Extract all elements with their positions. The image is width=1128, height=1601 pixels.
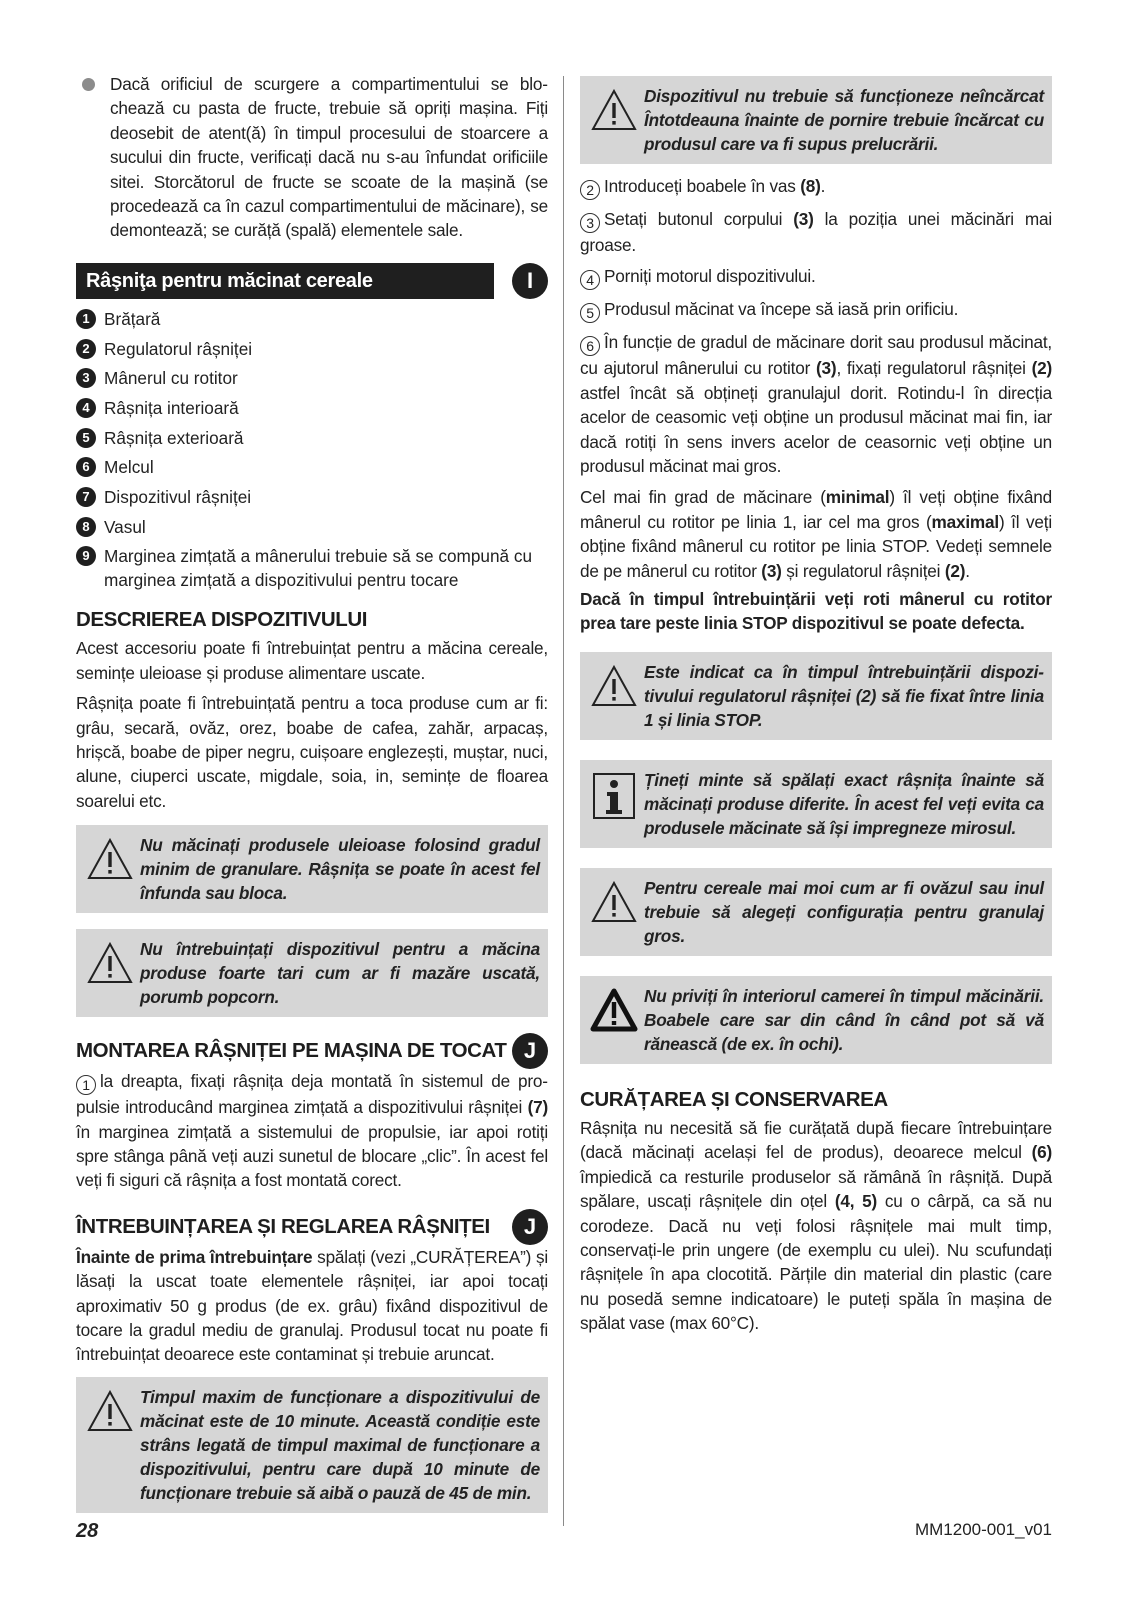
danger-note [580,976,1052,1064]
page-number: 28 [76,1520,99,1542]
warning-note [76,1377,548,1513]
section-title: Râşniţa pentru măcinat cereale [76,263,494,299]
part-label: Brățară [104,308,161,329]
warning-note-text: Nu întrebuințați dispozitivul pentru a măcina produse foarte tari cum ar fi mazăre uscată, porumb popcorn. [140,939,540,1008]
document-code: MM1200-001_v01 [914,1520,1052,1539]
cleaning-heading: CURĂȚAREA ȘI CONSERVAREA [580,1087,888,1111]
warning-note [580,652,1052,740]
part-number-icon: 2 [76,339,96,359]
warning-note-text: Timpul maxim de funcționare a dispozitivului de măcinat este de 10 minute. Această condiție este strâns legată de timpul maximal de funcționare a dispozitivului, pentru care după 10 minute de funcționare trebuie să aibă o pauză de 45 de min. [140,1386,540,1503]
cleaning-paragraph: Râșnița nu necesită să fie curățată după fiecare întrebuințare (dacă măcinați același fel de produs), deoarece melcul (6) împiedică ca resturile produselor să rămână în râșniță. După spălare, uscați râșnițele din oțel (4, 5) cu o cârpă, ca să nu corodeze. Dacă nu veți folosi râșnițele mai mult timp, conservați-le prin ungere (de exemplu cu ulei). Nu scufundați râșnițele în apa clocotită. Părțile din material din plastic (care nu posedă semne indicatoare) le puteți spăla în mașina de spălat vase (max 60°C). [580,1117,1052,1334]
figure-letter-badge: J [512,1209,548,1245]
step-2: 2 Introduceți boabele în vas (8). [580,174,1052,200]
warning-triangle-icon [80,937,140,985]
step-number-icon: 4 [580,270,600,290]
part-label: Marginea zimțată a mânerului trebuie să se compună cu marginea zimțată a dispozitivului pentru tocare [104,546,533,591]
section-letter-badge: I [512,263,548,299]
parts-list-item [76,366,548,390]
bold-warning: Dacă în timpul întrebuințării veți roti mânerul cu rotitor prea tare peste linia STOP dispozitivul se poate defecta. [580,589,1052,634]
warning-triangle-icon [80,833,140,881]
column-divider [563,76,564,1526]
use-heading-row [76,1209,548,1245]
description-heading: DESCRIEREA DISPOZITIVULUI [76,608,368,632]
parts-list-item [76,544,548,592]
part-number-icon: 7 [76,487,96,507]
part-number-icon: 4 [76,398,96,418]
part-number-icon: 3 [76,368,96,388]
parts-list [76,307,548,593]
part-number-icon: 8 [76,517,96,537]
warning-note-text: Nu măcinați produsele uleioase folosind gradul minim de granulare. Râșnița se poate în acest fel înfunda sau bloca. [140,835,540,904]
part-label: Melcul [104,457,154,478]
parts-list-item [76,307,548,331]
part-label: Regulatorul râșniței [104,338,253,359]
parts-list-item [76,337,548,361]
step-number-icon: 5 [580,303,600,323]
danger-triangle-icon [584,984,644,1032]
part-number-icon: 6 [76,457,96,477]
description-paragraph-2: Râșnița poate fi întrebuințată pentru a toca produse cum ar fi: grâu, secară, ovăz, orez, boabe de cafea, zahăr, arpacaș, hrișcă, boabe de piper negru, cuișoare englezești, muștar, nuci, alune, ciuperci uscate, migdale, soia, in, semințe de floarea soarelui etc. [76,693,548,811]
info-icon [584,768,644,820]
parts-list-item [76,426,548,450]
figure-letter-badge: J [512,1033,548,1069]
warning-note-text: Dispozitivul nu trebuie să funcționeze neîncărcat Întotdeauna înainte de pornire trebuie încărcat cu produsul care va fi supus prelucrării. [644,86,1044,154]
part-number-icon: 1 [76,309,96,329]
step-5: 5 Produsul măcinat va începe să iasă prin orificiu. [580,297,1052,323]
warning-triangle-icon [584,84,644,132]
bullet-dot-icon [82,78,95,91]
danger-note-text: Nu priviți în interiorul camerei în timpul măcinării. Boabele care sar din când în când pot să vă rănească (de ex. în ochi). [644,985,1044,1054]
info-note [580,760,1052,848]
part-number-icon: 5 [76,428,96,448]
part-label: Râșnița exterioară [104,427,244,448]
warning-note-text: Pentru cereale mai moi cum ar fi ovăzul sau inul trebuie să alegeți configurația pentru granulaj gros. [644,877,1044,946]
warning-note [76,825,548,913]
parts-list-item [76,515,548,539]
left-column [76,60,548,1513]
step-6: 6 În funcție de gradul de măcinare dorit sau produsul măcinat, cu ajutorul mânerului cu rotitor (3), fixați regulatorul râșniței (2) astfel încât să obțineți granulajul dorit. Rotindu-l în direcția acelor de ceasomic veți obține un produsul măcinat mai fin, iar dacă rotiți în sens invers acelor de ceasornic veți obține un produsul măcinat mai gros. [580,332,1053,477]
parts-list-item [76,485,548,509]
warning-note [580,76,1052,164]
use-heading: ÎNTREBUINȚAREA ȘI REGLAREA RÂȘNIȚEI [76,1214,490,1238]
section-header [76,263,548,299]
fineness-paragraph: Cel mai fin grad de măcinare (minimal) îl veți obține fixând mânerul cu rotitor pe linia 1, iar cel ma gros (maximal) îl veți obține fixând mânerul cu rotitor pe linia STOP. Vedeți semnele de pe mânerul cu rotitor (3) și regulatorul râșniței (2). [580,487,1052,581]
description-paragraph-1: Acest accesoriu poate fi întrebuințat pentru a măcina cereale, semințe uleioase și produse alimentare uscate. [76,638,548,683]
bullet-text: Dacă orificiul de scurgere a compartimentului se blochează cu pasta de fructe, trebuie să opriți mașina. Fiți deosebit de atent(ă) în timpul procesului de stoarcere a sucului din fructe, verificați dacă nu s-au înfundat orificiile sitei. Storcătorul de fructe se scoate de la mașină (se procedează ca în cazul compartimentului de măcinare), se demontează; se curăță (spală) elementele sale. [110,74,548,241]
parts-list-item [76,396,548,420]
part-label: Râșnița interioară [104,397,239,418]
parts-list-item [76,455,548,479]
step-number-icon: 6 [580,336,600,356]
warning-triangle-icon [584,660,644,708]
part-label: Mânerul cu rotitor [104,368,238,389]
step-3: 3 Setați butonul corpului (3) la poziția unei măcinări mai groase. [580,209,1052,255]
step-4: 4 Porniți motorul dispozitivului. [580,264,1052,290]
mount-heading-row [76,1033,548,1069]
warning-triangle-icon [584,876,644,924]
right-column [580,14,1052,1336]
mount-paragraph: 1 la dreapta, fixați râșnița deja montată în sistemul de propulsie introducând marginea zimțată a dispozitivului râșniței (7) în marginea zimțată a sistemului de propulsie, iar apoi rotiți spre stânga până veți auzi sunetul de blocare „clic”. În acest fel veți fi siguri că râșnița a fost montată corect. [76,1071,548,1191]
part-label: Dispozitivul râșniței [104,486,252,507]
use-paragraph: Înainte de prima întrebuințare spălați (vezi „CURĂȚEREA”) și lăsați la uscat toate elementele râșniței, iar apoi tocați aproximativ 50 g produs (de ex. grâu) fixând dispozitivul de tocare la gradul mediu de granulaj. Produsul tocat nu poate fi întrebuințat deoarece este contaminat și trebuie aruncat. [76,1246,548,1365]
bullet-paragraph [76,72,548,243]
step-number-icon: 2 [580,180,600,200]
info-note-text: Țineți minte să spălați exact râșnița înainte să măcinați produse diferite. În acest fel veți evita ca produsele măcinate să își impregneze mirosul. [644,769,1044,838]
part-label: Vasul [104,516,146,537]
warning-note [580,868,1052,956]
mount-heading: MONTAREA RÂȘNIȚEI PE MAȘINA DE TOCAT [76,1039,507,1063]
warning-note-text: Este indicat ca în timpul întrebuințării dispozitivului regulatorul râșniței (2) să fie fixat între linia 1 și linia STOP. [644,661,1044,730]
warning-triangle-icon [80,1385,140,1433]
warning-note [76,929,548,1017]
step-number-icon: 1 [76,1075,96,1095]
step-number-icon: 3 [580,213,600,233]
part-number-icon: 9 [76,546,96,566]
